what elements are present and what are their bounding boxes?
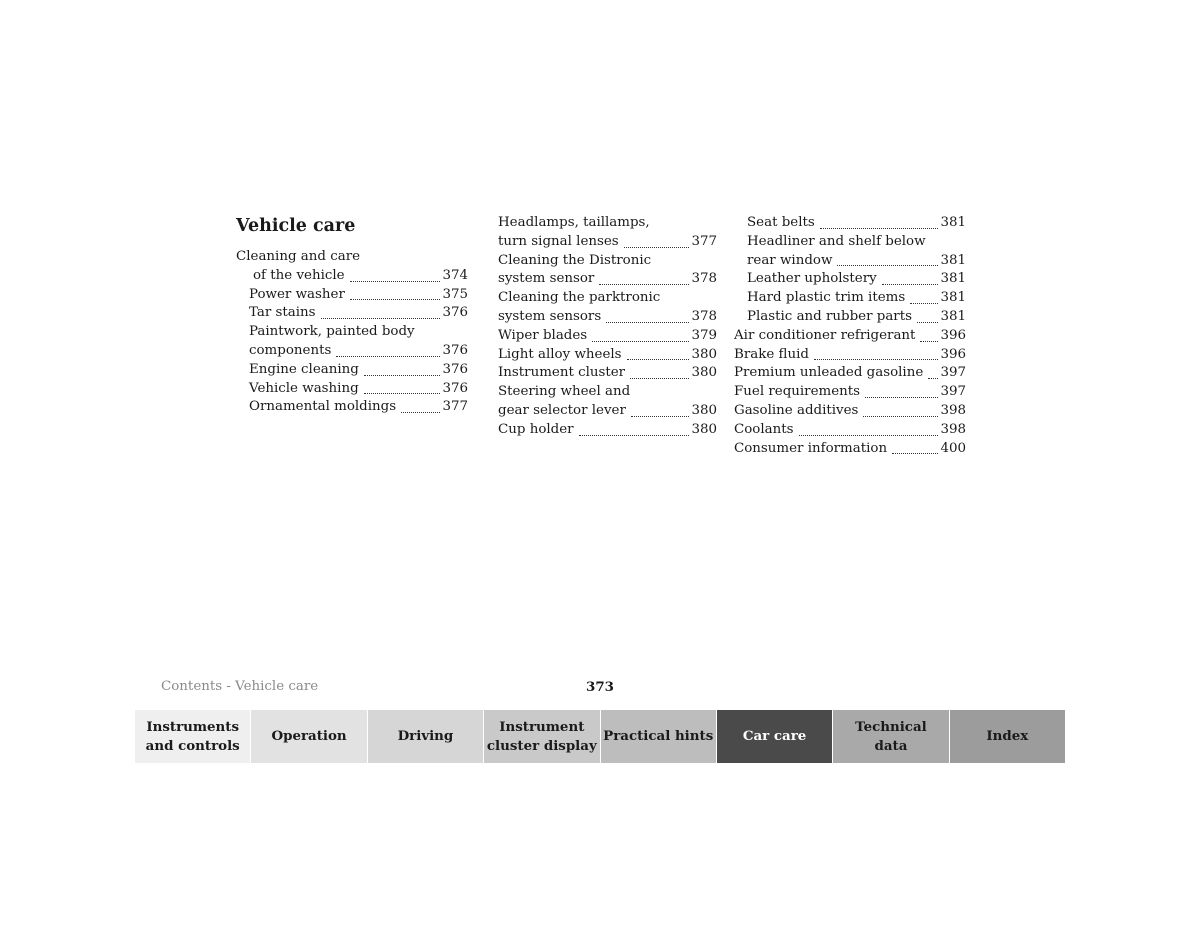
toc-page-number: 381 bbox=[940, 290, 966, 306]
toc-entry-line bbox=[734, 364, 966, 383]
dot-leader bbox=[401, 412, 440, 413]
toc-entry-label: Seat belts bbox=[747, 215, 815, 230]
toc-page-number: 376 bbox=[442, 342, 468, 358]
toc-page-number: 376 bbox=[442, 361, 468, 377]
toc-entry-line bbox=[498, 402, 717, 421]
toc-entry-label: Premium unleaded gasoline bbox=[734, 365, 924, 381]
toc-entry-line bbox=[498, 233, 717, 252]
toc-page-number: 398 bbox=[940, 402, 966, 418]
toc-entry-heading: Paintwork, painted body bbox=[249, 324, 415, 340]
toc-entry-label: Plastic and rubber parts bbox=[747, 308, 912, 324]
toc-entry-line bbox=[236, 267, 468, 286]
dot-leader bbox=[882, 284, 939, 285]
dot-leader bbox=[579, 435, 690, 436]
toc-page-number: 396 bbox=[940, 346, 966, 362]
toc-page-number: 396 bbox=[940, 327, 966, 343]
toc-page-number: 381 bbox=[940, 215, 966, 230]
toc-entry-line bbox=[734, 252, 966, 271]
toc-entry-label: Cup holder bbox=[498, 421, 574, 437]
toc-entry-label: Ornamental moldings bbox=[249, 399, 397, 415]
page-number: 373 bbox=[586, 679, 614, 695]
toc-entry-line bbox=[236, 361, 468, 380]
toc-entry[interactable] bbox=[734, 440, 966, 459]
toc-entry-label: Hard plastic trim items bbox=[747, 290, 906, 306]
dot-leader bbox=[928, 378, 938, 379]
toc-entry-label: Wiper blades bbox=[498, 327, 588, 343]
toc-entry-line bbox=[498, 308, 717, 327]
dot-leader bbox=[592, 341, 689, 342]
toc-entry[interactable] bbox=[236, 323, 468, 361]
toc-entry[interactable] bbox=[498, 346, 717, 365]
dot-leader bbox=[865, 397, 938, 398]
toc-entry-label: of the vehicle bbox=[253, 267, 345, 283]
dot-leader bbox=[814, 359, 939, 360]
toc-page-number: 375 bbox=[442, 286, 468, 302]
toc-entry-heading: Cleaning the parktronic bbox=[498, 290, 661, 306]
toc-page-number: 380 bbox=[691, 346, 717, 362]
toc-entry-line bbox=[236, 398, 468, 417]
toc-entry-line bbox=[734, 402, 966, 421]
nav-tab-car-care[interactable]: Car care bbox=[717, 710, 833, 763]
nav-tab-practical-hints[interactable]: Practical hints bbox=[601, 710, 717, 763]
toc-entry-line bbox=[236, 304, 468, 323]
toc-page-number: 376 bbox=[442, 305, 468, 321]
toc-entry[interactable] bbox=[498, 289, 717, 327]
toc-page-number: 377 bbox=[442, 399, 468, 415]
toc-page-number: 400 bbox=[940, 440, 966, 456]
toc-entry-label: turn signal lenses bbox=[498, 233, 619, 249]
toc-entry-label: Fuel requirements bbox=[734, 384, 861, 400]
toc-entry-label: Air conditioner refrigerant bbox=[734, 327, 916, 343]
dot-leader bbox=[917, 322, 938, 323]
toc-entry-label: Coolants bbox=[734, 421, 794, 437]
dot-leader bbox=[892, 453, 938, 454]
toc-page-number: 380 bbox=[691, 402, 717, 418]
toc-entry-line bbox=[734, 308, 966, 327]
toc-page-number: 377 bbox=[691, 233, 717, 249]
toc-entry-label: Brake fluid bbox=[734, 346, 809, 362]
dot-leader bbox=[631, 416, 690, 417]
toc-entry-line bbox=[734, 327, 966, 346]
dot-leader bbox=[837, 265, 938, 266]
toc-entry-label: system sensors bbox=[498, 308, 602, 324]
dot-leader bbox=[799, 435, 939, 436]
toc-page-number: 381 bbox=[940, 252, 966, 268]
toc-entry[interactable] bbox=[734, 327, 966, 346]
toc-entry-heading: Cleaning and care bbox=[236, 249, 361, 264]
toc-entry[interactable] bbox=[498, 327, 717, 346]
toc-entry[interactable] bbox=[734, 364, 966, 383]
toc-entry[interactable] bbox=[498, 364, 717, 383]
dot-leader bbox=[364, 375, 441, 376]
dot-leader bbox=[624, 247, 690, 248]
toc-entries bbox=[734, 214, 966, 458]
toc-page-number: 381 bbox=[940, 308, 966, 324]
toc-entry[interactable] bbox=[734, 214, 966, 233]
toc-entry[interactable] bbox=[498, 421, 717, 440]
footer-section-label: Contents - Vehicle care bbox=[161, 679, 319, 694]
dot-leader bbox=[863, 416, 938, 417]
toc-entry-line bbox=[236, 380, 468, 399]
toc-column-1 bbox=[236, 214, 468, 417]
toc-entry[interactable] bbox=[236, 286, 468, 305]
dot-leader bbox=[364, 393, 441, 394]
dot-leader bbox=[350, 299, 441, 300]
toc-page-number: 379 bbox=[691, 327, 717, 343]
dot-leader bbox=[350, 281, 441, 282]
toc-entry-line bbox=[734, 289, 966, 308]
toc-entry-line bbox=[498, 270, 717, 289]
toc-entries bbox=[236, 248, 468, 417]
toc-entry-heading: Headlamps, taillamps, bbox=[498, 215, 650, 230]
toc-entry-line bbox=[498, 364, 717, 383]
toc-entry[interactable] bbox=[734, 308, 966, 327]
toc-entry[interactable] bbox=[734, 346, 966, 365]
nav-tab-operation[interactable]: Operation bbox=[251, 710, 367, 763]
toc-entry-label: gear selector lever bbox=[498, 402, 626, 418]
toc-entry-label: Light alloy wheels bbox=[498, 346, 622, 362]
toc-entry[interactable] bbox=[734, 233, 966, 271]
toc-entry-line bbox=[498, 421, 717, 440]
dot-leader bbox=[630, 378, 689, 379]
toc-entry[interactable] bbox=[236, 380, 468, 399]
toc-entry-label: Leather upholstery bbox=[747, 271, 877, 287]
toc-entry-line bbox=[734, 421, 966, 440]
toc-entry[interactable] bbox=[236, 248, 468, 286]
toc-entry-label: Instrument cluster bbox=[498, 365, 626, 381]
toc-entry-label: Gasoline additives bbox=[734, 402, 859, 418]
toc-entry[interactable] bbox=[734, 270, 966, 289]
dot-leader bbox=[920, 341, 938, 342]
toc-page-number: 374 bbox=[442, 267, 468, 283]
toc-entry[interactable] bbox=[236, 398, 468, 417]
toc-column-3 bbox=[734, 214, 966, 458]
nav-tab-index[interactable]: Index bbox=[950, 710, 1065, 763]
toc-entry-heading: Cleaning the Distronic bbox=[498, 252, 652, 268]
toc-entry-label: rear window bbox=[747, 252, 833, 268]
toc-entry[interactable] bbox=[498, 383, 717, 421]
dot-leader bbox=[321, 318, 441, 319]
toc-entry[interactable] bbox=[734, 289, 966, 308]
toc-entry-line bbox=[734, 270, 966, 289]
toc-entry-line bbox=[734, 440, 966, 459]
dot-leader bbox=[910, 303, 938, 304]
nav-tab-technical-data[interactable]: Technical data bbox=[833, 710, 949, 763]
toc-page-number: 380 bbox=[691, 365, 717, 381]
toc-entry[interactable] bbox=[734, 421, 966, 440]
toc-entry[interactable] bbox=[498, 214, 717, 252]
toc-entry[interactable] bbox=[236, 304, 468, 323]
dot-leader bbox=[599, 284, 689, 285]
toc-entry-label: system sensor bbox=[498, 271, 595, 287]
dot-leader bbox=[820, 228, 939, 229]
toc-entry-label: Engine cleaning bbox=[249, 361, 359, 377]
toc-entry-label: Vehicle washing bbox=[249, 380, 359, 396]
nav-tab-instruments-and-controls[interactable]: Instruments and controls bbox=[135, 710, 251, 763]
toc-page-number: 397 bbox=[940, 365, 966, 381]
toc-entry-label: Consumer information bbox=[734, 440, 888, 456]
dot-leader bbox=[336, 356, 440, 357]
toc-page-number: 397 bbox=[940, 384, 966, 400]
toc-entry[interactable] bbox=[734, 402, 966, 421]
toc-page-number: 378 bbox=[691, 271, 717, 287]
toc-entry-heading: Steering wheel and bbox=[498, 384, 631, 400]
dot-leader bbox=[606, 322, 689, 323]
toc-entry-line bbox=[236, 342, 468, 361]
toc-entry-line bbox=[498, 346, 717, 365]
toc-entry-heading: Headliner and shelf below bbox=[747, 233, 926, 249]
toc-page-number: 381 bbox=[940, 271, 966, 287]
toc-entry[interactable] bbox=[498, 252, 717, 290]
toc-page-number: 376 bbox=[442, 380, 468, 396]
toc-entry[interactable] bbox=[734, 383, 966, 402]
toc-entry-label: Tar stains bbox=[249, 305, 316, 321]
toc-entry-label: components bbox=[249, 342, 332, 358]
toc-entry-line bbox=[734, 383, 966, 402]
toc-page-number: 378 bbox=[691, 308, 717, 324]
toc-entry-line bbox=[236, 286, 468, 305]
dot-leader bbox=[627, 359, 690, 360]
toc-entry-line bbox=[734, 346, 966, 365]
toc-entry-line bbox=[498, 327, 717, 346]
toc-page-number: 380 bbox=[691, 421, 717, 437]
toc-page-number: 398 bbox=[940, 421, 966, 437]
section-title: Vehicle care bbox=[236, 216, 356, 236]
toc-column-2 bbox=[498, 214, 717, 440]
nav-tab-driving[interactable]: Driving bbox=[368, 710, 484, 763]
chapter-nav-bar bbox=[135, 710, 1065, 763]
toc-entry[interactable] bbox=[236, 361, 468, 380]
toc-entry-line bbox=[734, 214, 966, 233]
toc-entries bbox=[498, 214, 717, 440]
toc-entry-label: Power washer bbox=[249, 286, 345, 302]
nav-tab-instrument-cluster-display[interactable]: Instrument cluster display bbox=[484, 710, 600, 763]
